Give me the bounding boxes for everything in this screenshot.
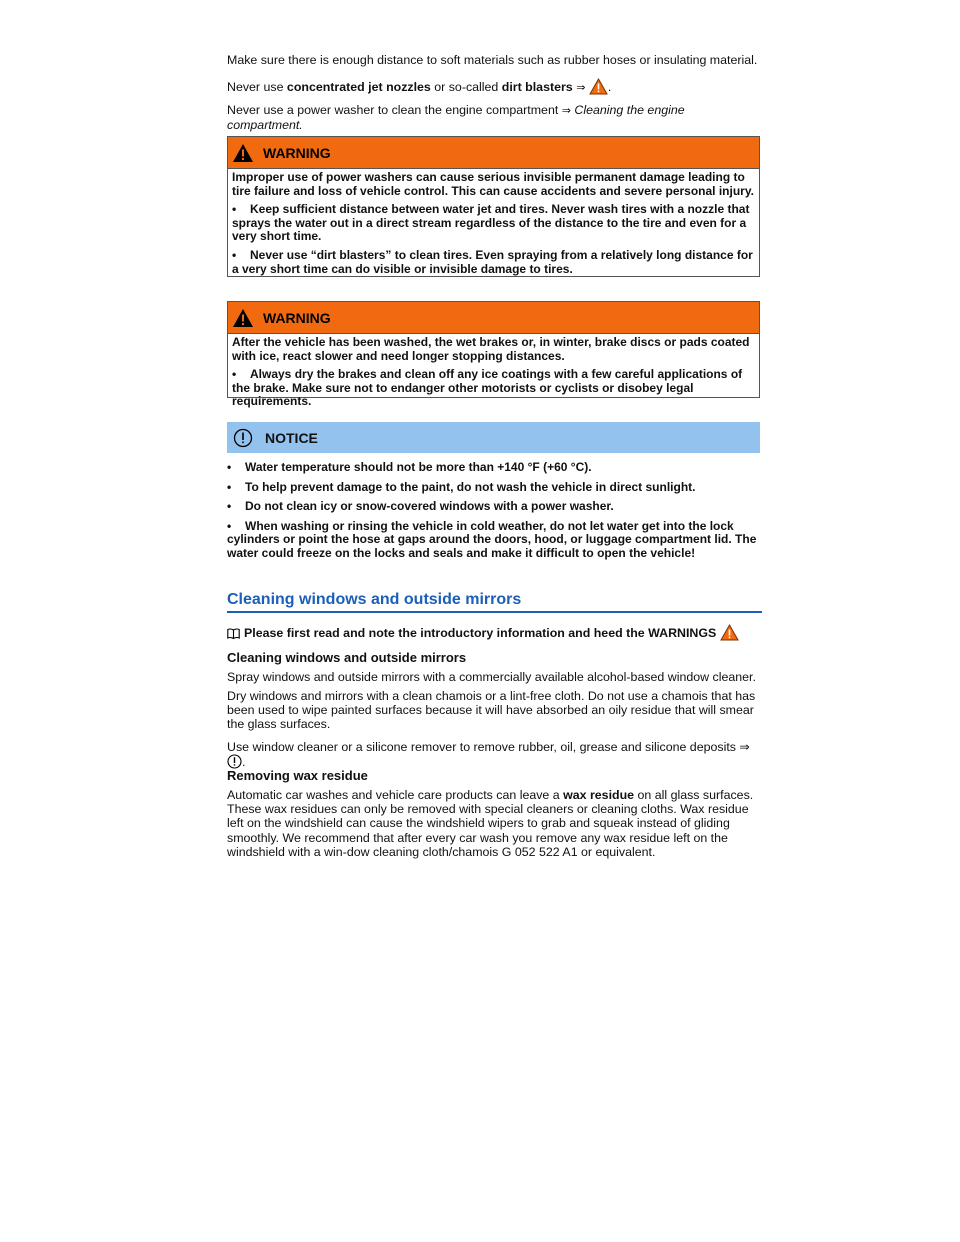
paragraph-jet-nozzles: Never use concentrated jet nozzles or so-called dirt blasters ⇒ . (227, 80, 612, 94)
section-intro[interactable]: Please first read and note the introductory information and heed the WARNINGS (227, 624, 739, 641)
notice-circle-icon[interactable] (227, 754, 242, 769)
paragraph-soft-materials: Make sure there is enough distance to soft materials such as rubber hoses or insulating material. (227, 53, 758, 67)
warning-body (228, 169, 759, 280)
book-icon (227, 628, 240, 639)
notice-list (227, 461, 760, 567)
paragraph-engine-compartment: Never use a power washer to clean the engine compartment ⇒ Cleaning the engine compartment. (227, 103, 685, 133)
notice-bullet: • To help prevent damage to the paint, do not wash the vehicle in direct sunlight. (227, 479, 696, 494)
warning-header (228, 302, 759, 334)
warning-text: After the vehicle has been washed, the wet brakes or, in winter, brake discs or pads coated with ice, react slower and need longer stopping distances. (232, 335, 750, 363)
notice-bullet: • Do not clean icy or snow-covered windows with a power washer. (227, 499, 614, 514)
paragraph-dry-windows: Dry windows and mirrors with a clean chamois or a lint-free cloth. Do not use a chamois that has been used to wipe painted surfaces because it will have absorbed an oily residue that will smear the glass surfaces. (227, 689, 756, 732)
warning-triangle-icon (232, 143, 254, 163)
notice-header (227, 422, 760, 453)
warning-box-power-washer (227, 136, 760, 277)
warning-bullet: • Never use “dirt blasters” to clean tires. Even spraying from a relatively long distance for a very short time can do visible or invisible damage to tires. (232, 247, 753, 276)
warning-title: WARNING (263, 309, 331, 326)
warning-title: WARNING (263, 144, 331, 161)
warning-triangle-icon[interactable] (720, 624, 739, 641)
notice-bullet: • Water temperature should not be more than +140 °F (+60 °C). (227, 460, 592, 474)
notice-bullet: • When washing or rinsing the vehicle in cold weather, do not let water get into the lock cylinders or point the hose at gaps around the doors, hood, or luggage compartment lid. The water could freeze on the locks and seals and make it difficult to open the vehicle! (227, 518, 757, 560)
paragraph-wax-residue: Automatic car washes and vehicle care products can leave a wax residue on all glass surfaces. These wax residues can only be removed with special cleaners or cleaning cloths. Wax residue left on the windshield can cause the windshield wipers to grab and squeak instead of gliding smoothly. We recommend that after every car wash you remove any wax residue left on the windshield with a win-dow cleaning cloth/chamois G 052 522 A1 or equivalent. (227, 788, 754, 859)
warning-triangle-icon (232, 308, 254, 328)
warning-text: Improper use of power washers can cause serious invisible permanent damage leading to tire failure and loss of vehicle control. This can cause accidents and severe personal injury. (232, 170, 754, 198)
notice-circle-icon (233, 428, 253, 448)
warning-triangle-icon[interactable] (589, 78, 608, 95)
section-heading: Cleaning windows and outside mirrors (227, 591, 762, 613)
warning-body (228, 334, 759, 413)
subheading-cleaning-windows: Cleaning windows and outside mirrors (227, 650, 467, 665)
link-cleaning-engine-compartment[interactable]: Cleaning the engine compartment. (227, 103, 685, 133)
warning-bullet: • Always dry the brakes and clean off any ice coatings with a few careful applications of the brake. Make sure not to endanger other motorists or cyclists or disobey legal requirements. (232, 367, 743, 409)
notice-title: NOTICE (265, 429, 318, 446)
subheading-wax-residue: Removing wax residue (227, 768, 368, 783)
paragraph-spray-windows: Spray windows and outside mirrors with a commercially available alcohol-based window cleaner. (227, 670, 756, 684)
paragraph-remove-deposits: Use window cleaner or a silicone remover to remove rubber, oil, grease and silicone deposits ⇒ . (227, 740, 750, 770)
warning-bullet: • Keep sufficient distance between water jet and tires. Never wash tires with a nozzle that sprays the water out in a direct stream regardless of the distance to the tire and even for a very short time. (232, 202, 750, 244)
warning-header (228, 137, 759, 169)
warning-box-brakes (227, 301, 760, 409)
